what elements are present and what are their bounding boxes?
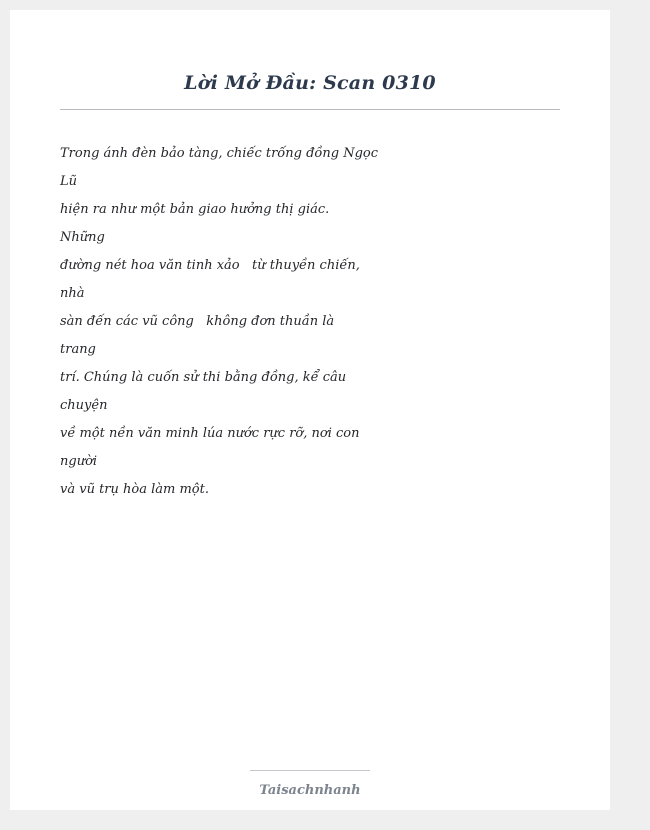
body-line: Trong ánh đèn bảo tàng, chiếc trống đồng Ngọc xyxy=(60,146,378,161)
body-line: người xyxy=(60,454,98,469)
document-body xyxy=(60,140,380,504)
body-line: sàn đến các vũ công không đơn thuần là xyxy=(60,314,335,329)
document-page xyxy=(10,10,610,810)
body-line: chuyện xyxy=(60,398,108,413)
title-divider xyxy=(60,109,560,110)
body-line: hiện ra như một bản giao hưởng thị giác. xyxy=(60,202,330,217)
body-line: Lũ xyxy=(60,174,78,189)
body-line: về một nền văn minh lúa nước rực rỡ, nơi con xyxy=(60,426,360,441)
body-line: trí. Chúng là cuốn sử thi bằng đồng, kể câu xyxy=(60,370,347,385)
footer-divider xyxy=(250,770,370,771)
document-title: Lời Mở Đầu: Scan 0310 xyxy=(184,72,436,94)
body-line: Những xyxy=(60,230,105,245)
body-line: đường nét hoa văn tinh xảo từ thuyền chiến, xyxy=(60,258,360,273)
body-line: và vũ trụ hòa làm một. xyxy=(60,482,209,497)
footer-publisher: Taisachnhanh xyxy=(259,783,361,798)
body-line: nhà xyxy=(60,286,85,301)
body-line: trang xyxy=(60,342,96,357)
